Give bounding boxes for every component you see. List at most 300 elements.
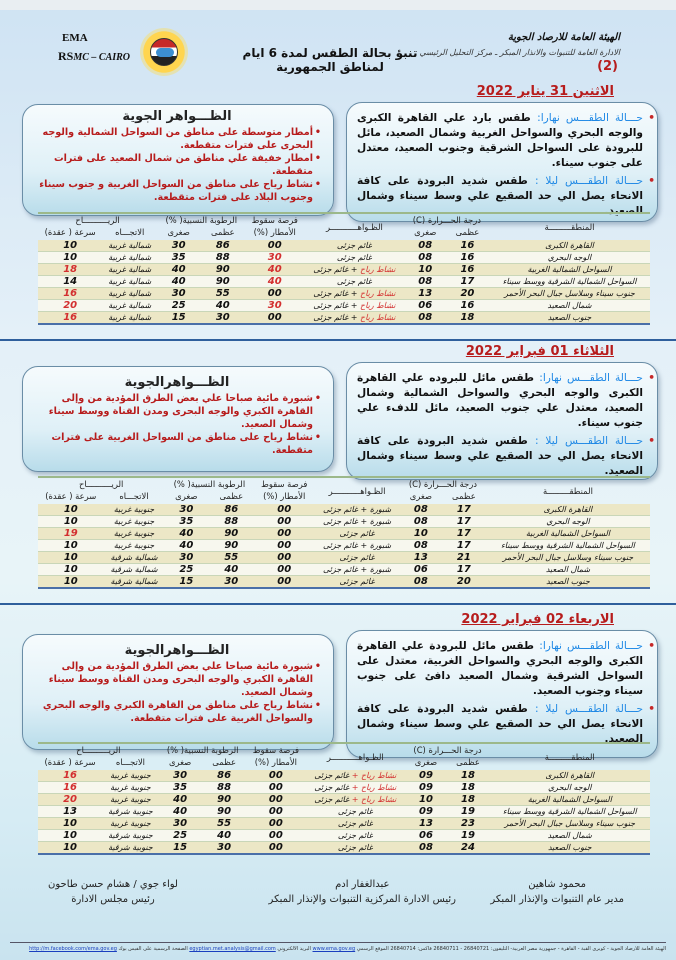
col-rain-chance-unit: الأمطار (%) — [253, 227, 296, 237]
temp-min-cell: 06 — [400, 564, 442, 576]
wind-direction-cell: جنوبية شرقية — [102, 842, 159, 855]
wind-speed-cell: 10 — [38, 576, 104, 589]
night-state-item — [357, 434, 643, 479]
rain-chance-cell: 00 — [247, 806, 305, 818]
phenomena-cell — [304, 276, 405, 288]
temp-min-cell: 13 — [405, 818, 446, 830]
humidity-min-cell: 35 — [164, 516, 208, 528]
phenomena-item: • نشاط رياح على مناطق من القاهرة الكبري والوجه البحري والسواحل الغربية على فترات متقطعة. — [33, 699, 321, 725]
day-state-text: طقس مائل للبرودة علي القاهرة الكبرى والوجه البحري والسواحل الغربية، معتدل على السواحل الشرقية وشمال الصعيد دافئ على جنوب سيناء وجنوب الصعيد. — [357, 640, 643, 697]
wind-speed-cell: 10 — [38, 830, 102, 842]
footer-facebook-link[interactable]: http://m.facebook.com/ema.gov.eg — [29, 946, 117, 952]
table-row — [38, 782, 650, 794]
col-wind-dir: الاتجـــاه — [119, 491, 149, 501]
wind-speed-cell: 20 — [38, 794, 102, 806]
rain-chance-cell: 00 — [247, 794, 305, 806]
wind-speed-cell: 16 — [38, 288, 102, 300]
col-region: المنطقـــــــــة — [486, 477, 650, 504]
humidity-min-cell: 15 — [157, 312, 200, 325]
wind-speed-cell: 10 — [38, 240, 102, 252]
phenomena-cell — [305, 770, 405, 782]
wind-speed-cell: 16 — [38, 312, 102, 325]
table-row — [38, 516, 650, 528]
humidity-min-cell: 35 — [157, 252, 200, 264]
humidity-min-cell: 30 — [159, 770, 202, 782]
humidity-min-cell: 40 — [157, 264, 200, 276]
col-wind-speed: سرعة ( عقدة) — [45, 491, 97, 501]
temp-min-cell: 08 — [400, 576, 442, 589]
rsmc-label: RSMC – CAIRO — [58, 49, 131, 63]
forecast-table — [38, 742, 650, 855]
col-wind: الريــــــــــاح — [38, 477, 164, 490]
col-phenomena: الظـواهـــــــــــر — [304, 213, 405, 240]
forecast-date: الاثنين 31 يناير 2022 — [476, 84, 614, 99]
phenomena-text: غائم جزئى — [339, 529, 375, 538]
signature-title: رئيس الادارة المركزية التنبوات والإنذار المبكر — [268, 894, 456, 905]
col-region: المنطقـــــــــة — [489, 213, 650, 240]
phenomena-cell — [314, 528, 400, 540]
weather-phenomena-box — [22, 634, 334, 750]
phenomena-text: غائم جزئى — [336, 277, 372, 286]
humidity-max-cell: 88 — [202, 782, 247, 794]
humidity-max-cell: 40 — [200, 300, 245, 312]
col-temp-max: عظمى — [456, 757, 480, 767]
temp-max-cell: 24 — [446, 842, 489, 855]
humidity-max-cell: 90 — [202, 794, 247, 806]
phenomena-item: • شبورة مائية صباحا علي بعض الطرق المؤدية من وإلى القاهرة الكبري والوجه البحرى ومدن القناة ووسط سيناء وشمال الصعيد. — [33, 660, 321, 699]
phenomena-item: • نشاط رياح على مناطق من السواحل الغربية على فترات متقطعة. — [33, 431, 321, 457]
humidity-max-cell: 30 — [208, 576, 254, 589]
table-row — [38, 276, 650, 288]
humidity-min-cell: 25 — [159, 830, 202, 842]
region-cell: جنوب الصعيد — [490, 842, 650, 855]
region-cell: جنوب سيناء وسلاسل جبال البحر الأحمر — [486, 552, 650, 564]
humidity-max-cell: 88 — [208, 516, 254, 528]
phenomena-cell — [304, 252, 405, 264]
temp-min-cell: 09 — [405, 806, 446, 818]
temp-max-cell: 16 — [446, 264, 489, 276]
phenomena-cell — [314, 504, 400, 516]
temp-min-cell: 08 — [405, 842, 446, 855]
table-row — [38, 300, 650, 312]
temp-max-cell: 20 — [442, 576, 486, 589]
rain-chance-cell: 40 — [245, 264, 304, 276]
temp-max-cell: 20 — [446, 288, 489, 300]
col-temp-min: صغرى — [409, 491, 433, 501]
phenomena-title: الظـــواهرالجوية — [124, 643, 230, 658]
table-row — [38, 770, 650, 782]
temp-min-cell: 08 — [400, 516, 442, 528]
wind-direction-cell: جنوبية غربية — [102, 770, 159, 782]
signature-title: مدير عام التنبوات والإنذار المبكر — [490, 894, 624, 905]
region-cell: القاهرة الكبرى — [486, 504, 650, 516]
wind-direction-cell: جنوبية غربية — [102, 794, 159, 806]
humidity-min-cell: 40 — [159, 794, 202, 806]
col-temp-min: صغرى — [414, 227, 437, 237]
wind-speed-cell: 18 — [38, 264, 102, 276]
temp-max-cell: 17 — [446, 276, 489, 288]
wind-activity-text: نشاط رياح — [360, 265, 396, 274]
temp-min-cell: 08 — [405, 240, 446, 252]
page-title: تنبؤ بحالة الطقس لمدة 6 ايام لمناطق الجمهورية — [242, 46, 418, 74]
temp-min-cell: 06 — [405, 300, 446, 312]
temp-max-cell: 18 — [446, 770, 489, 782]
signature-3 — [48, 877, 178, 907]
humidity-max-cell: 88 — [200, 252, 245, 264]
phenomena-text: + غائم جزئى — [313, 289, 358, 298]
phenomena-item: • امطار خفيفة علي مناطق من شمال الصعيد على فترات متقطعة. — [33, 152, 321, 178]
phenomena-cell — [305, 818, 405, 830]
phenomena-text: غائم جزئى — [336, 253, 372, 262]
rain-chance-cell: 00 — [245, 288, 304, 300]
temp-min-cell: 13 — [405, 288, 446, 300]
table-row — [38, 806, 650, 818]
col-wind-speed: سرعة ( عقدة) — [44, 227, 96, 237]
wind-direction-cell: جنوبية غربية — [104, 516, 165, 528]
col-rain-chance: فرصة سقوط — [247, 743, 305, 756]
wind-speed-cell: 10 — [38, 252, 102, 264]
wind-direction-cell: جنوبية غربية — [102, 782, 159, 794]
day-state-item — [357, 111, 643, 171]
top-strip — [0, 0, 676, 10]
weather-phenomena-box — [22, 104, 334, 216]
col-temp-min: صغرى — [414, 757, 438, 767]
region-cell: جنوب الصعيد — [486, 576, 650, 589]
phenomena-text: غائم جزئى — [339, 553, 375, 562]
col-hum-min: صغرى — [175, 491, 198, 501]
temp-min-cell: 10 — [405, 264, 446, 276]
col-wind-speed: سرعة ( عقدة) — [44, 757, 96, 767]
humidity-min-cell: 30 — [164, 552, 208, 564]
col-rain-chance: فرصة سقوط — [254, 477, 314, 490]
region-cell: جنوب سيناء وسلاسل جبال البحر الأحمر — [490, 818, 650, 830]
phenomena-cell — [304, 312, 405, 325]
night-state-text: طقس شديد البرودة على كافة الانحاء يصل الي حد الصقيع علي وسط سيناء وشمال الصعيد. — [357, 703, 643, 745]
day-state-label: حـــالة الطقـــس نهارا: — [539, 372, 643, 384]
phenomena-cell — [314, 552, 400, 564]
temp-max-cell: 18 — [446, 794, 489, 806]
humidity-max-cell: 86 — [208, 504, 254, 516]
humidity-min-cell: 40 — [157, 276, 200, 288]
region-cell: الوجه البحري — [489, 252, 650, 264]
wind-direction-cell: شمالية غربية — [102, 276, 157, 288]
rain-chance-cell: 00 — [245, 240, 304, 252]
rain-chance-cell: 00 — [254, 540, 314, 552]
phenomena-text: شبورة + غائم جزئى — [323, 541, 392, 550]
rain-chance-cell: 00 — [247, 782, 305, 794]
phenomena-cell — [304, 288, 405, 300]
temp-min-cell: 08 — [400, 504, 442, 516]
wind-direction-cell: جنوبية غربية — [102, 818, 159, 830]
table-row — [38, 842, 650, 855]
temp-max-cell: 23 — [446, 818, 489, 830]
section-divider — [0, 603, 676, 605]
humidity-max-cell: 90 — [202, 806, 247, 818]
footer-email-label: البريد الالكتروني — [277, 946, 311, 952]
temp-max-cell: 17 — [442, 528, 486, 540]
region-cell: جنوب الصعيد — [489, 312, 650, 325]
wind-speed-cell: 14 — [38, 276, 102, 288]
phenomena-text: + غائم جزئى — [313, 301, 358, 310]
phenomena-cell — [305, 794, 405, 806]
humidity-min-cell: 40 — [164, 540, 208, 552]
humidity-max-cell: 55 — [202, 818, 247, 830]
wind-activity-text: نشاط رياح — [360, 289, 396, 298]
temp-min-cell: 08 — [400, 540, 442, 552]
humidity-min-cell: 40 — [159, 806, 202, 818]
col-temperature: درجة الحـــرارة (C) — [405, 743, 489, 756]
phenomena-text: غائم جزئى — [314, 795, 350, 804]
wind-speed-cell: 10 — [38, 504, 104, 516]
col-humidity: الرطوبة النسبية( %) — [157, 213, 245, 226]
org-department: الادارة العامة للتنبوات والانذار المبكر ـ مركز التحليل الرئيسي — [419, 48, 620, 57]
col-region: المنطقـــــــــة — [490, 743, 650, 770]
rain-chance-cell: 00 — [254, 528, 314, 540]
wind-activity-text: نشاط رياح + — [351, 783, 397, 792]
humidity-max-cell: 30 — [202, 842, 247, 855]
temp-max-cell: 17 — [442, 564, 486, 576]
temp-min-cell: 10 — [405, 794, 446, 806]
night-state-text: طقس شديد البرودة على كافة الانحاء يصل الي حد الصقيع علي وسط سيناء وشمال الصعيد. — [357, 175, 643, 217]
humidity-max-cell: 90 — [208, 528, 254, 540]
rain-chance-cell: 00 — [245, 312, 304, 325]
phenomena-text: غائم جزئى — [337, 819, 373, 828]
wind-direction-cell: شمالية شرقية — [104, 564, 165, 576]
col-phenomena: الظـواهـــــــــــر — [305, 743, 405, 770]
phenomena-text: شبورة + غائم جزئى — [323, 517, 392, 526]
phenomena-text: + غائم جزئى — [313, 313, 358, 322]
wind-activity-text: نشاط رياح — [360, 313, 396, 322]
temp-min-cell: 09 — [405, 782, 446, 794]
rain-chance-cell: 30 — [245, 300, 304, 312]
wind-speed-cell: 10 — [38, 540, 104, 552]
weather-state-box — [346, 362, 658, 480]
weather-state-box — [346, 630, 658, 758]
humidity-max-cell: 55 — [200, 288, 245, 300]
humidity-min-cell: 40 — [164, 528, 208, 540]
rain-chance-cell: 00 — [247, 770, 305, 782]
region-cell: السواحل الشمالية الغربية — [490, 794, 650, 806]
wind-direction-cell: جنوبية غربية — [104, 528, 165, 540]
footer-address: الهيئة العامة للارصاد الجوية - كوبرى القبة - القاهرة - جمهورية مصر العربية- التليفون: 26840721 - 26840711 فاكس: 26840714 الموقع الرسمي — [356, 946, 666, 952]
region-cell: الوجه البحري — [486, 516, 650, 528]
forecast-date: الاربعاء 02 فبراير 2022 — [461, 612, 614, 627]
region-cell: السواحل الشمالية الشرقية ووسط سيناء — [489, 276, 650, 288]
wind-speed-cell: 10 — [38, 564, 104, 576]
col-rain-chance: فرصة سقوط — [245, 213, 304, 226]
table-row — [38, 794, 650, 806]
col-hum-min: صغرى — [168, 757, 192, 767]
humidity-max-cell: 90 — [200, 276, 245, 288]
signature-1 — [490, 877, 624, 907]
humidity-max-cell: 40 — [208, 564, 254, 576]
table-row — [38, 252, 650, 264]
temp-max-cell: 16 — [446, 252, 489, 264]
day-state-text: طقس بارد علي القاهرة الكبرى والوجه البحري والسواحل الغربية وشمال الصعيد، مائل للبرودة على السواحل الشرقية وجنوب الصعيد، معتدل على جنوب سيناء. — [357, 112, 643, 169]
temp-max-cell: 21 — [442, 552, 486, 564]
signature-name: لواء جوي / هشام حسن طاحون — [48, 879, 178, 890]
phenomena-item: • نشاط رياح على مناطق من السواحل الغربية و جنوب سيناء وجنوب البلاد على فترات متقطعة. — [33, 178, 321, 204]
day-state-text: طقس مائل للبروده علي القاهرة الكبرى والوجه البحري والسواحل الشمالية وشمال الصعيد، معتدل علي جنوب الصعيد، مائل للدفء علي جنوب سيناء. — [357, 372, 643, 429]
region-cell: السواحل الشمالية الغربية — [486, 528, 650, 540]
humidity-min-cell: 35 — [159, 782, 202, 794]
wind-speed-cell: 19 — [38, 528, 104, 540]
col-humidity: الرطوبة النسبية( %) — [159, 743, 247, 756]
rain-chance-cell: 00 — [247, 818, 305, 830]
phenomena-cell — [304, 240, 405, 252]
page-number: (2) — [597, 59, 618, 74]
region-cell: القاهرة الكبرى — [490, 770, 650, 782]
temp-min-cell: 08 — [405, 312, 446, 325]
col-wind-dir: الاتجـــاه — [115, 757, 145, 767]
phenomena-cell — [305, 782, 405, 794]
humidity-min-cell: 30 — [157, 240, 200, 252]
region-cell: شمال الصعيد — [489, 300, 650, 312]
region-cell: السواحل الشمالية الغربية — [489, 264, 650, 276]
day-state-item — [357, 639, 643, 699]
table-row — [38, 312, 650, 325]
humidity-min-cell: 25 — [157, 300, 200, 312]
forecast-table — [38, 212, 650, 325]
phenomena-cell — [314, 576, 400, 589]
col-humidity: الرطوبة النسبية( %) — [164, 477, 254, 490]
region-cell: السواحل الشمالية الشرقية ووسط سيناء — [490, 806, 650, 818]
weather-state-box — [346, 102, 658, 222]
wind-direction-cell: شمالية غربية — [102, 312, 157, 325]
table-row — [38, 540, 650, 552]
night-state-label: حـــالة الطقـــس ليلا : — [534, 703, 643, 715]
phenomena-text: شبورة + غائم جزئى — [323, 505, 392, 514]
footer-site-link[interactable]: www.ema.gov.eg — [312, 946, 356, 952]
night-state-label: حـــالة الطقـــس ليلا : — [534, 175, 643, 187]
humidity-max-cell: 90 — [208, 540, 254, 552]
col-rain-chance-unit: الأمطار (%) — [254, 757, 297, 767]
signature-title: رئيس مجلس الادارة — [71, 894, 155, 905]
col-hum-min: صغرى — [167, 227, 190, 237]
temp-min-cell: 08 — [405, 276, 446, 288]
night-state-item — [357, 702, 643, 747]
region-cell: جنوب سيناء وسلاسل جبال البحر الأحمر — [489, 288, 650, 300]
wind-direction-cell: جنوبية شرقية — [102, 806, 159, 818]
temp-min-cell: 13 — [400, 552, 442, 564]
phenomena-text: + غائم جزئى — [313, 265, 358, 274]
phenomena-item: • شبورة مائية صباحا علي بعض الطرق المؤدية من وإلى القاهرة الكبري والوجه البحرى ومدن القناة ووسط سيناء وشمال الصعيد. — [33, 392, 321, 431]
col-temperature: درجة الحـــرارة (C) — [400, 477, 486, 490]
footer-facebook-label: الصفحة الرسمية على الفيس بوك — [118, 946, 188, 952]
ema-label: EMA — [62, 32, 88, 44]
table-row — [38, 504, 650, 516]
table-row — [38, 576, 650, 589]
phenomena-cell — [314, 516, 400, 528]
wind-direction-cell: شمالية غربية — [102, 240, 157, 252]
col-hum-max: عظمى — [210, 227, 235, 237]
signature-name: عبدالغفار ادم — [335, 879, 390, 890]
col-rain-chance-unit: الأمطار (%) — [263, 491, 306, 501]
temp-min-cell: 10 — [400, 528, 442, 540]
temp-max-cell: 19 — [446, 806, 489, 818]
wind-speed-cell: 13 — [38, 806, 102, 818]
forecast-table — [38, 476, 650, 589]
wind-speed-cell: 16 — [38, 782, 102, 794]
wind-direction-cell: جنوبية غربية — [104, 540, 165, 552]
rain-chance-cell: 00 — [254, 564, 314, 576]
humidity-min-cell: 30 — [164, 504, 208, 516]
col-temp-max: عظمى — [452, 491, 476, 501]
humidity-min-cell: 15 — [159, 842, 202, 855]
region-cell: شمال الصعيد — [490, 830, 650, 842]
humidity-min-cell: 15 — [164, 576, 208, 589]
region-cell: الوجه البحري — [490, 782, 650, 794]
footer — [10, 946, 666, 952]
signature-2 — [269, 877, 456, 907]
col-wind-dir: الاتجـــاه — [115, 227, 145, 237]
humidity-min-cell: 30 — [159, 818, 202, 830]
phenomena-text: غائم جزئى — [336, 241, 372, 250]
ema-logo-icon — [140, 28, 188, 76]
wind-direction-cell: شمالية شرقية — [104, 576, 165, 589]
rain-chance-cell: 30 — [245, 252, 304, 264]
temp-max-cell: 17 — [442, 540, 486, 552]
humidity-max-cell: 90 — [200, 264, 245, 276]
temp-max-cell: 19 — [446, 830, 489, 842]
rain-chance-cell: 00 — [254, 552, 314, 564]
phenomena-cell — [304, 300, 405, 312]
wind-direction-cell: جنوبية غربية — [104, 504, 165, 516]
phenomena-title: الظـــواهر الجوية — [122, 109, 232, 124]
wind-speed-cell: 20 — [38, 300, 102, 312]
phenomena-text: غائم جزئى — [337, 807, 373, 816]
phenomena-title: الظـــواهرالجوية — [124, 375, 230, 390]
phenomena-cell — [305, 806, 405, 818]
night-state-text: طقس شديد البرودة على كافة الانحاء يصل الي حد الصقيع علي وسط سيناء وشمال الصعيد. — [357, 435, 643, 477]
region-cell: القاهرة الكبرى — [489, 240, 650, 252]
wind-direction-cell: شمالية غربية — [102, 264, 157, 276]
wind-speed-cell: 10 — [38, 516, 104, 528]
region-cell: السواحل الشمالية الشرقية ووسط سيناء — [486, 540, 650, 552]
wind-direction-cell: جنوبية شرقية — [102, 830, 159, 842]
wind-speed-cell: 10 — [38, 842, 102, 855]
rain-chance-cell: 00 — [254, 516, 314, 528]
phenomena-cell — [314, 540, 400, 552]
day-state-label: حـــالة الطقـــس نهارا: — [537, 112, 643, 124]
temp-min-cell: 06 — [405, 830, 446, 842]
rain-chance-cell: 00 — [254, 576, 314, 589]
table-row — [38, 288, 650, 300]
table-row — [38, 240, 650, 252]
phenomena-text: غائم جزئى — [314, 783, 350, 792]
phenomena-cell — [305, 842, 405, 855]
footer-email-link[interactable]: egyptian.met.analysis@gmail.com — [189, 946, 276, 952]
table-row — [38, 564, 650, 576]
col-temp-max: عظمى — [455, 227, 480, 237]
rain-chance-cell: 00 — [247, 830, 305, 842]
col-hum-max: عظمى — [212, 757, 236, 767]
rain-chance-cell: 40 — [245, 276, 304, 288]
weather-phenomena-box — [22, 366, 334, 472]
night-state-label: حـــالة الطقـــس ليلا : — [534, 435, 643, 447]
wind-speed-cell: 16 — [38, 770, 102, 782]
temp-max-cell: 18 — [446, 782, 489, 794]
col-temperature: درجة الحـــرارة (C) — [405, 213, 489, 226]
col-hum-max: عظمى — [219, 491, 244, 501]
col-phenomena: الظـواهـــــــــــر — [314, 477, 400, 504]
humidity-min-cell: 25 — [164, 564, 208, 576]
phenomena-cell — [304, 264, 405, 276]
wind-activity-text: نشاط رياح + — [351, 771, 397, 780]
humidity-max-cell: 30 — [200, 312, 245, 325]
temp-max-cell: 16 — [446, 300, 489, 312]
day-state-label: حـــالة الطقـــس نهارا: — [539, 640, 643, 652]
